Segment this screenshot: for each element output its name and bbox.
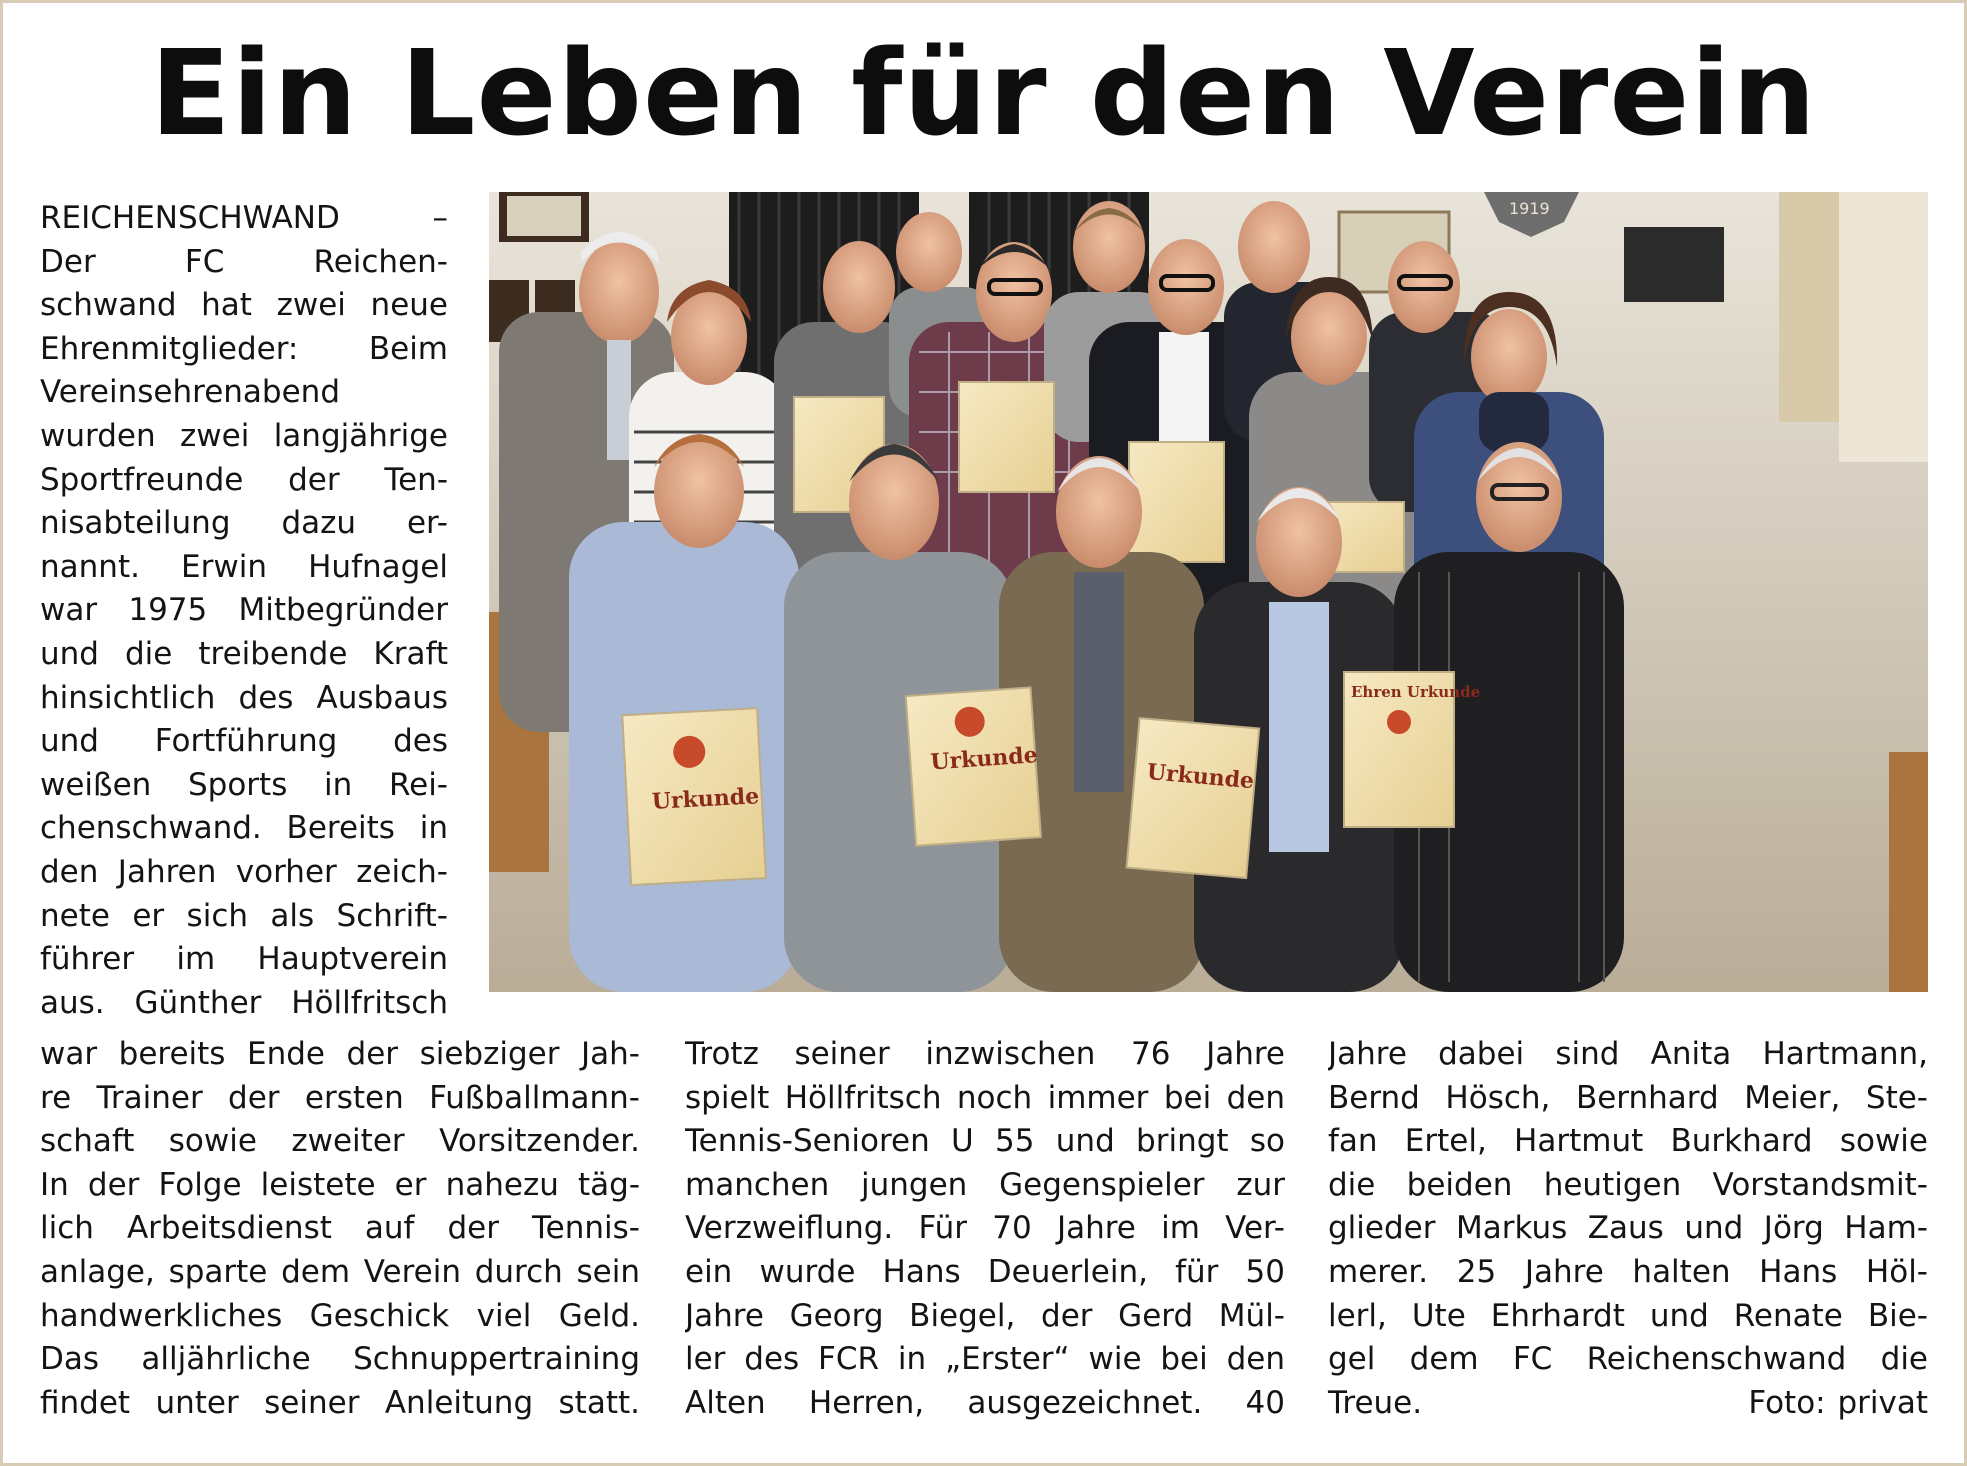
text-line: gel dem FC Reichenschwand die [1328,1341,1928,1378]
article-headline: Ein Leben für den Verein [150,24,1817,162]
text-line: aus. Günther Höllfritsch [40,984,448,1021]
text-line: Alten Herren, ausgezeichnet. 40 [685,1384,1285,1421]
text-line: den Jahren vorher zeich- [40,853,448,890]
group-photo [489,192,1928,992]
text-line: die beiden heutigen Vorstandsmit- [1328,1166,1928,1203]
plaque-text: 1919 [1509,199,1550,218]
text-line: anlage, sparte dem Verein durch sein [40,1253,640,1290]
text-line: und Fortführung des [40,723,448,760]
text-line: führer im Hauptverein [40,941,448,978]
text-line: schwand hat zwei neue [40,287,448,324]
text-line: Tennis-Senioren U 55 und bringt so [685,1123,1285,1160]
text-line: re Trainer der ersten Fußballmann- [40,1079,640,1116]
text-line: Treue. [1328,1384,1423,1421]
certificate-text: Urkunde [651,783,760,815]
text-line: nete er sich als Schrift- [40,897,448,934]
text-line: Verzweiflung. Für 70 Jahre im Ver- [685,1210,1285,1247]
text-line: Der FC Reichen- [40,243,448,280]
text-line: lich Arbeitsdienst auf der Tennis- [40,1210,640,1247]
text-line: lerl, Ute Ehrhardt und Renate Bie- [1328,1297,1928,1334]
text-line: fan Ertel, Hartmut Burkhard sowie [1328,1123,1928,1160]
text-line: Trotz seiner inzwischen 76 Jahre [685,1036,1285,1072]
text-line: Ehrenmitglieder: Beim [40,330,448,367]
text-line: nannt. Erwin Hufnagel [40,548,448,585]
text-line: weißen Sports in Rei- [40,766,448,803]
text-line: ein wurde Hans Deuerlein, für 50 [685,1253,1285,1290]
text-line: war bereits Ende der siebziger Jah- [40,1036,640,1072]
text-line: Das alljährliche Schnuppertraining [40,1341,640,1378]
text-line: chenschwand. Bereits in [40,810,448,847]
text-line: In der Folge leistete er nahezu täg- [40,1166,640,1203]
text-line: war 1975 Mitbegründer [40,592,448,629]
text-line: und die treibende Kraft [40,635,448,672]
text-line: findet unter seiner Anleitung statt. [40,1384,640,1421]
article-column-3 [1328,1033,1928,1425]
text-line: wurden zwei langjährige [40,417,448,454]
text-line: spielt Höllfritsch noch immer bei den [685,1079,1285,1116]
text-line: Jahre Georg Biegel, der Gerd Mül- [685,1297,1285,1334]
article-column-2 [685,1033,1285,1425]
text-line: ler des FCR in „Erster“ wie bei den [685,1341,1285,1378]
text-line: hinsichtlich des Ausbaus [40,679,448,716]
article-column-1-top [40,197,448,1025]
text-line: Sportfreunde der Ten- [40,461,448,498]
certificate-text: Ehren Urkunde [1351,683,1481,701]
text-line: Jahre dabei sind Anita Hartmann, [1328,1036,1928,1072]
text-line: Bernd Hösch, Bernhard Meier, Ste- [1328,1079,1928,1116]
final-line [1328,1382,1928,1426]
text-line: nisabteilung dazu er- [40,505,448,542]
text-line: schaft sowie zweiter Vorsitzender. [40,1123,640,1160]
article-column-1-bottom [40,1033,640,1425]
photo-credit: Foto: privat [1748,1384,1928,1421]
text-line: REICHENSCHWAND – [40,200,448,236]
text-line: merer. 25 Jahre halten Hans Höl- [1328,1253,1928,1290]
certificate-text: Urkunde [929,742,1039,776]
text-line: glieder Markus Zaus und Jörg Ham- [1328,1210,1928,1247]
text-line: handwerkliches Geschick viel Geld. [40,1297,640,1334]
certificate-text: Urkunde [1145,758,1256,795]
text-line: manchen jungen Gegenspieler zur [685,1166,1285,1203]
text-line: Vereinsehrenabend [40,374,340,411]
